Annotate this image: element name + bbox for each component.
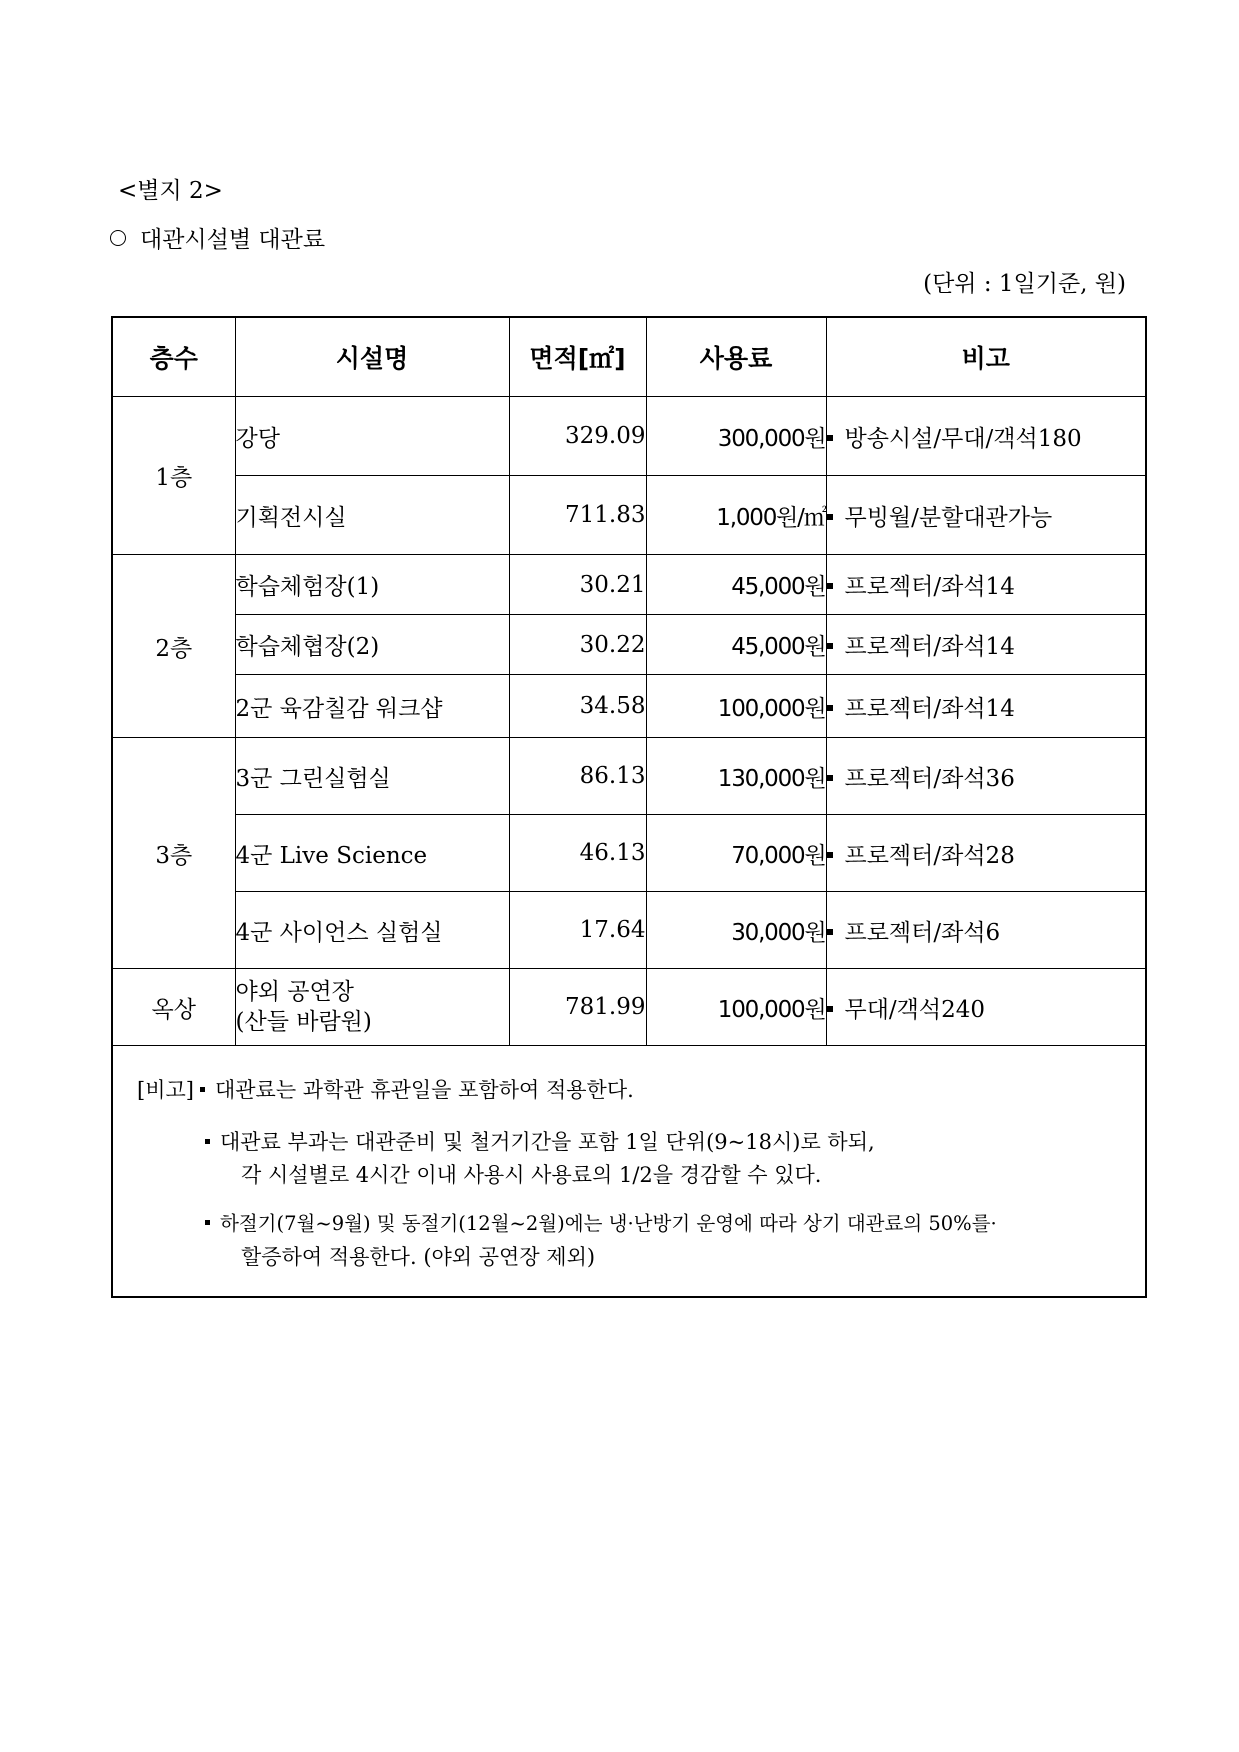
facility-fee: 70,000원 [646, 815, 826, 892]
header-area: 면적[㎡] [509, 317, 646, 397]
facility-note-text: 프로젝터/좌석14 [844, 574, 1015, 600]
remark-1 [137, 1074, 634, 1104]
square-bullet-icon [827, 705, 833, 711]
facility-note-text: 프로젝터/좌석14 [844, 634, 1015, 660]
square-bullet-icon [827, 435, 833, 441]
facility-note [826, 555, 1146, 615]
floor-cell-roof: 옥상 [112, 969, 235, 1046]
section-title: 대관시설별 대관료 [140, 227, 326, 253]
header-note: 비고 [826, 317, 1146, 397]
circle-bullet-icon [110, 230, 126, 246]
facility-area: 86.13 [509, 738, 646, 815]
facility-area: 46.13 [509, 815, 646, 892]
attachment-label: <별지 2> [118, 178, 223, 204]
facility-note-text: 프로젝터/좌석6 [844, 919, 1001, 946]
remark-1-text: 대관료는 과학관 휴관일을 포함하여 적용한다. [214, 1078, 634, 1102]
facility-note [826, 615, 1146, 675]
floor-cell-2: 2층 [112, 555, 235, 738]
square-bullet-icon [827, 852, 833, 858]
table-row [112, 476, 1146, 555]
facility-fee-table [111, 316, 1147, 1298]
facility-area: 17.64 [509, 892, 646, 969]
floor-cell-1: 1층 [112, 397, 235, 555]
facility-note-text: 프로젝터/좌석28 [844, 842, 1015, 869]
table-row [112, 555, 1146, 615]
remarks-cell [112, 1046, 1146, 1298]
remarks-row [112, 1046, 1146, 1298]
facility-fee: 30,000원 [646, 892, 826, 969]
section-heading [110, 221, 325, 254]
header-fee: 사용료 [646, 317, 826, 397]
facility-note [826, 815, 1146, 892]
facility-name: 4군 Live Science [235, 815, 509, 892]
facility-note [826, 476, 1146, 555]
header-floor: 층수 [112, 317, 235, 397]
facility-name: 2군 육감칠감 워크샵 [235, 675, 509, 738]
facility-note [826, 397, 1146, 476]
square-bullet-icon [827, 583, 833, 589]
floor-cell-3: 3층 [112, 738, 235, 969]
remark-3-cont: 할증하여 적용한다. (야외 공연장 제외) [241, 1245, 596, 1269]
header-facility: 시설명 [235, 317, 509, 397]
facility-note-text: 방송시설/무대/객석180 [844, 425, 1082, 452]
facility-name [235, 969, 509, 1046]
remark-2 [199, 1126, 875, 1156]
facility-area: 711.83 [509, 476, 646, 555]
square-bullet-icon [827, 1006, 833, 1012]
facility-note-text: 무대/객석240 [844, 996, 986, 1023]
facility-name: 3군 그린실험실 [235, 738, 509, 815]
facility-note-text: 무빙월/분할대관가능 [844, 504, 1053, 531]
table-row [112, 738, 1146, 815]
square-bullet-icon [827, 514, 833, 520]
facility-name: 학습체험장(1) [235, 555, 509, 615]
facility-note [826, 969, 1146, 1046]
facility-area: 30.22 [509, 615, 646, 675]
facility-fee: 45,000원 [646, 615, 826, 675]
table-row [112, 615, 1146, 675]
facility-note [826, 738, 1146, 815]
remark-2-line1: 대관료 부과는 대관준비 및 철거기간을 포함 1일 단위(9~18시)로 하되, [220, 1130, 875, 1154]
facility-name: 강당 [235, 397, 509, 476]
facility-fee: 130,000원 [646, 738, 826, 815]
facility-name: 기획전시실 [235, 476, 509, 555]
table-row [112, 397, 1146, 476]
square-bullet-icon [827, 929, 833, 935]
remark-2-cont: 각 시설별로 4시간 이내 사용시 사용료의 1/2을 경감할 수 있다. [241, 1163, 822, 1187]
unit-note: (단위 : 1일기준, 원) [923, 271, 1126, 297]
remarks-label: [비고] [137, 1078, 194, 1102]
facility-fee: 100,000원 [646, 675, 826, 738]
facility-area: 34.58 [509, 675, 646, 738]
facility-fee: 1,000원/㎡ [646, 476, 826, 555]
facility-fee: 45,000원 [646, 555, 826, 615]
facility-area: 329.09 [509, 397, 646, 476]
facility-fee: 300,000원 [646, 397, 826, 476]
square-bullet-icon [827, 775, 833, 781]
square-bullet-icon [827, 643, 833, 649]
table-row [112, 892, 1146, 969]
square-bullet-icon [205, 1139, 210, 1144]
square-bullet-icon [205, 1220, 210, 1225]
square-bullet-icon [200, 1087, 205, 1092]
facility-name-line1: 야외 공연장 [235, 979, 354, 1005]
facility-area: 30.21 [509, 555, 646, 615]
facility-name-line2: (산들 바람원) [235, 1009, 372, 1035]
facility-area: 781.99 [509, 969, 646, 1046]
table-row [112, 675, 1146, 738]
remark-3 [199, 1208, 997, 1236]
facility-name: 4군 사이언스 실험실 [235, 892, 509, 969]
table-header-row [112, 317, 1146, 397]
facility-note [826, 675, 1146, 738]
facility-note-text: 프로젝터/좌석14 [844, 695, 1015, 722]
table-row [112, 969, 1146, 1046]
remark-3-line1: 하절기(7월~9월) 및 동절기(12월~2월)에는 냉·난방기 운영에 따라 상기 대관료의 50%를· [220, 1212, 997, 1235]
facility-note-text: 프로젝터/좌석36 [844, 765, 1015, 792]
table-row [112, 815, 1146, 892]
facility-name: 학습체협장(2) [235, 615, 509, 675]
facility-fee: 100,000원 [646, 969, 826, 1046]
facility-note [826, 892, 1146, 969]
